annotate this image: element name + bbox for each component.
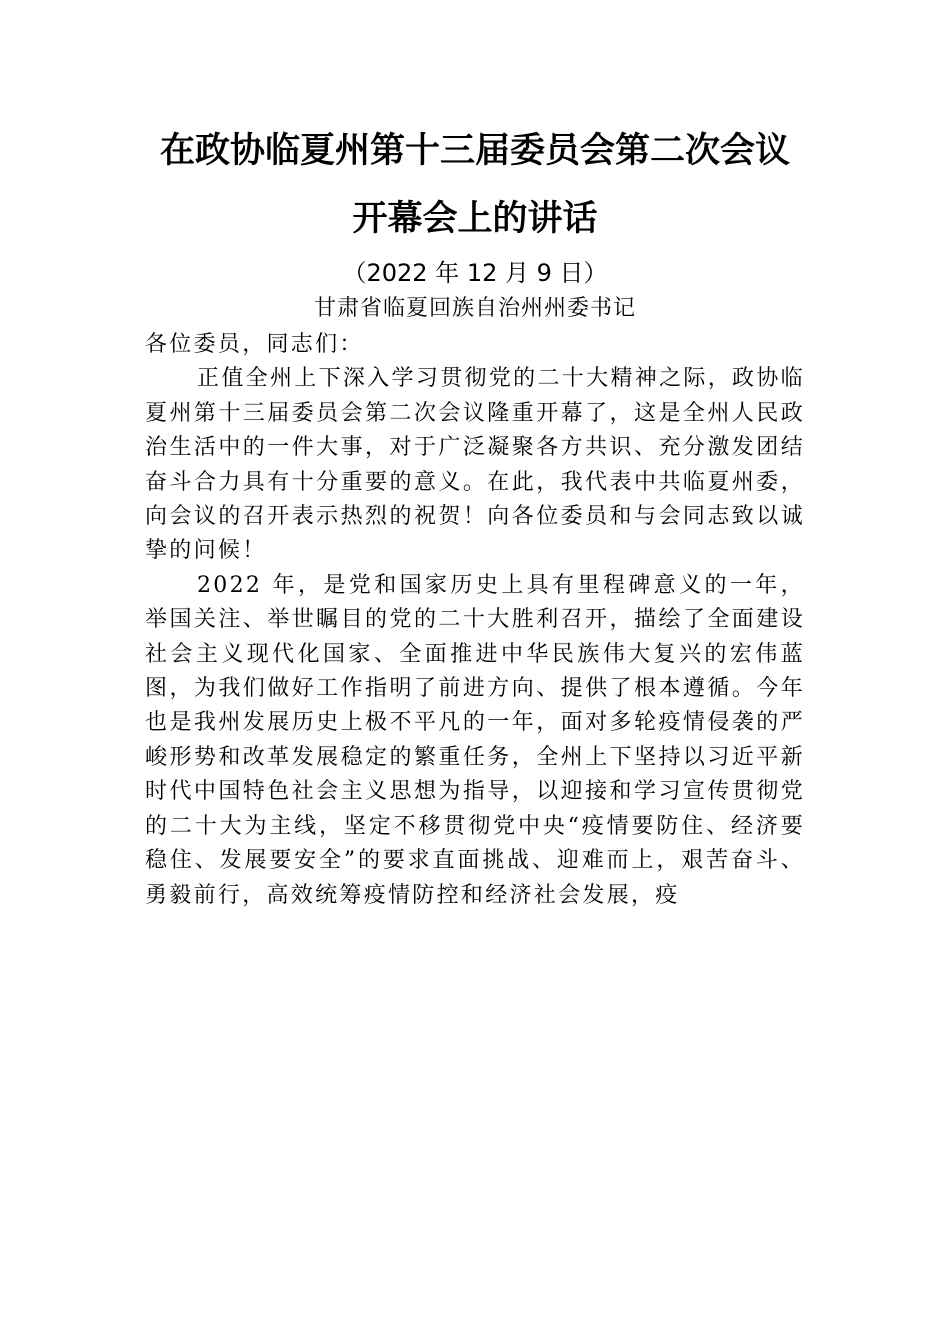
document-author: 甘肃省临夏回族自治州州委书记 xyxy=(313,296,636,321)
paragraph-2: 2022 年，是党和国家历史上具有里程碑意义的一年，举国关注、举世瞩目的党的二十大胜利召开，描绘了全面建设社会主义现代化国家、全面推进中华民族伟大复兴的宏伟蓝图，为我们做好工作指明了前进方向、提供了根本遵循。今年也是我州发展历史上极不平凡的一年，面对多轮疫情侵袭的严峻形势和改革发展稳定的繁重任务，全州上下坚持以习近平新时代中国特色社会主义思想为指导，以迎接和学习宣传贯彻党的二十大为主线，坚定不移贯彻党中央“疫情要防住、经济要稳住、发展要安全”的要求直面挑战、迎难而上，艰苦奋斗、勇毅前行，高效统筹疫情防控和经济社会发展，疫 xyxy=(145,572,805,908)
document-body xyxy=(145,328,805,913)
paragraph-1: 正值全州上下深入学习贯彻党的二十大精神之际，政协临夏州第十三届委员会第二次会议隆重开幕了，这是全州人民政治生活中的一件大事，对于广泛凝聚各方共识、充分激发团结奋斗合力具有十分重要的意义。在此，我代表中共临夏州委，向会议的召开表示热烈的祝贺！向各位委员和与会同志致以诚挚的问候！ xyxy=(145,366,805,564)
document-title-line-1: 在政协临夏州第十三届委员会第二次会议 xyxy=(159,130,790,171)
document-title-line-2: 开幕会上的讲话 xyxy=(352,198,598,239)
salutation: 各位委员，同志们： xyxy=(145,332,364,357)
document-date: （2022 年 12 月 9 日） xyxy=(342,259,608,287)
